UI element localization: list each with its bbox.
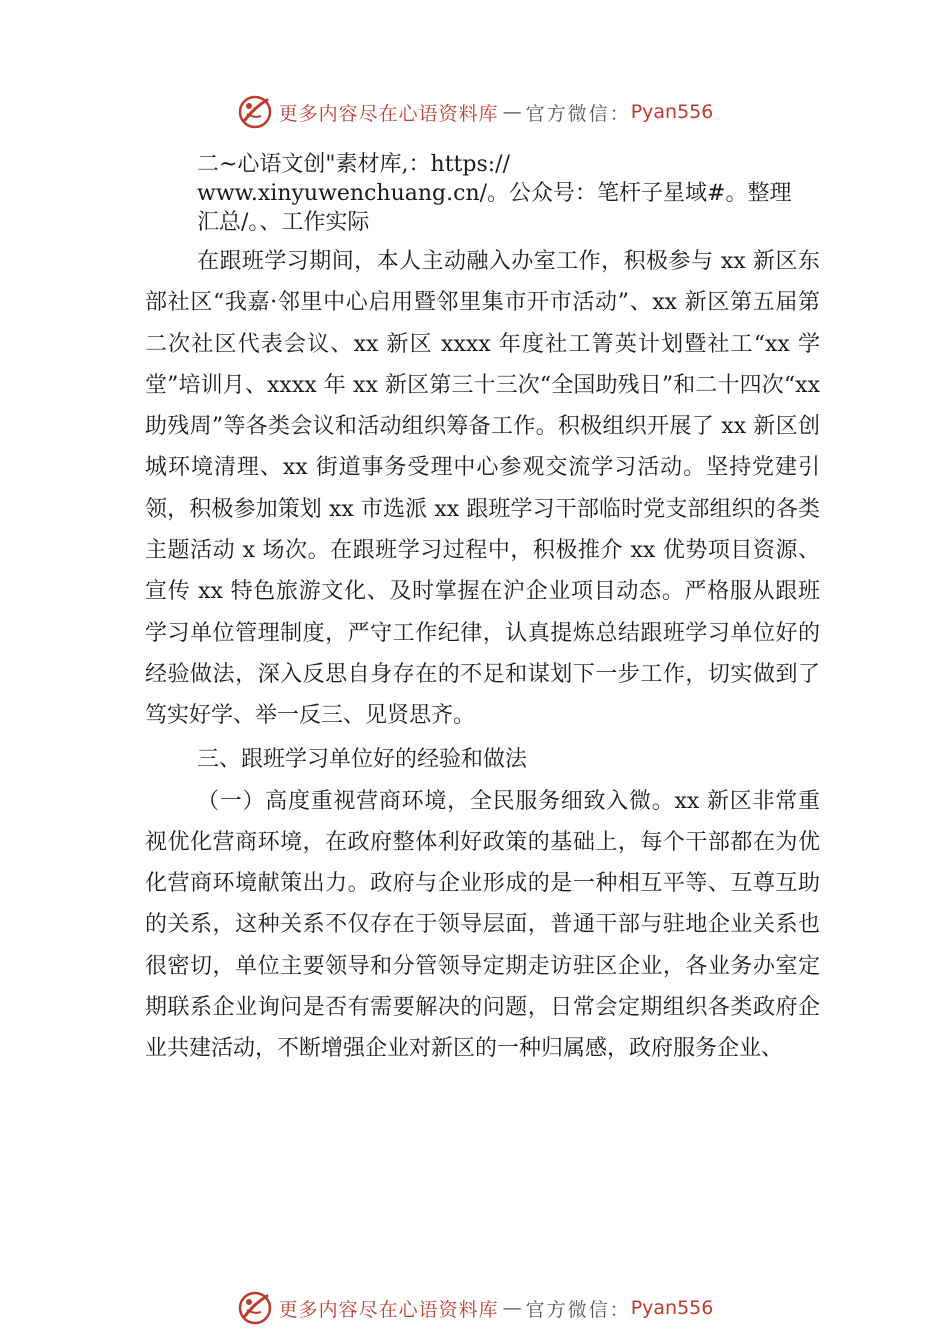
paragraph-business-environment: （一）高度重视营商环境，全民服务细致入微。xx 新区非常重视优化营商环境，在政府整体利好政策的基础上，每个干部都在为优化营商环境献策出力。政府与企业形成的是一种相互平等、互尊互助的关系，这种关系不仅存在于领导层面，普通干部与驻地企业关系也很密切，单位主要领导和分管领导定期走访驻区企业，各业务办室定期联系企业询问是否有需要解决的问题，日常会定期组织各类政府企业共建活动，不断增强企业对新区的一种归属感，政府服务企业、 — [145, 788, 820, 1062]
header-watermark — [0, 92, 950, 132]
watermark-wechat-id: Pyan556 — [630, 101, 714, 123]
watermark-wechat-id: Pyan556 — [630, 1297, 714, 1319]
watermark-label: 官方微信： — [525, 1298, 631, 1321]
section-heading-3: 三、跟班学习单位好的经验和做法 — [197, 746, 528, 772]
document-body — [145, 150, 820, 1070]
brush-logo-icon — [237, 1290, 273, 1326]
watermark-text: 更多内容尽在心语资料库 — [278, 1298, 499, 1321]
watermark-text: 更多内容尽在心语资料库 — [278, 102, 499, 125]
watermark-separator: — — [502, 101, 522, 123]
footer-watermark — [0, 1288, 950, 1328]
watermark-label: 官方微信： — [525, 102, 631, 125]
brush-logo-icon — [237, 94, 273, 130]
watermark-separator: — — [502, 1297, 522, 1319]
source-note: 二~心语文创"素材库,：https:// www.xinyuwenchuang.cn/。公众号：笔杆子星域#。整理 汇总/。、工作实际 — [197, 152, 792, 235]
paragraph-work-practice: 在跟班学习期间，本人主动融入办室工作，积极参与 xx 新区东部社区“我嘉·邻里中心启用暨邻里集市开市活动”、xx 新区第五届第二次社区代表会议、xx 新区 xxxx 年度社工箐英计划暨社工“xx 学堂”培训月、xxxx 年 xx 新区第三十三次“全国助残日”和二十四次“xx 助残周”等各类会议和活动组织筹备工作。积极组织开展了 xx 新区创城环境清理、xx 街道事务受理中心参观交流学习活动。坚持党建引领，积极参加策划 xx 市选派 xx 跟班学习干部临时党支部组织的各类主题活动 x 场次。在跟班学习过程中，积极推介 xx 优势项目资源、宣传 xx 特色旅游文化、及时掌握在沪企业项目动态。严格服从跟班学习单位管理制度，严守工作纪律，认真提炼总结跟班学习单位好的经验做法，深入反思自身存在的不足和谋划下一步工作，切实做到了笃实好学、举一反三、见贤思齐。 — [145, 249, 820, 729]
